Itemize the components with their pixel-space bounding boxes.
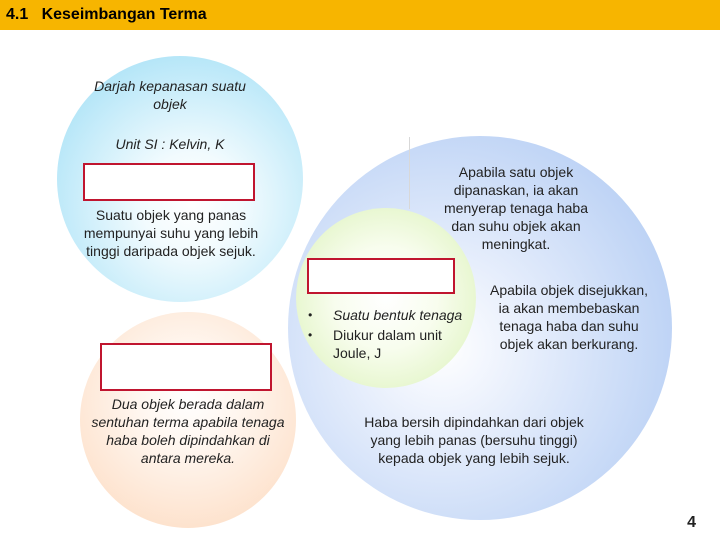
bullet-text: Suatu bentuk tenaga — [333, 307, 463, 323]
temperature-description: Suatu objek yang panas mempunyai suhu yang lebih tinggi daripada objek sejuk. — [83, 207, 259, 259]
bullet-icon: • — [308, 308, 313, 322]
bullet-icon: • — [308, 328, 313, 342]
heat-bullets — [300, 306, 470, 362]
header-bar — [0, 0, 720, 30]
bullet-text: Diukur dalam unit Joule, J — [333, 327, 442, 361]
blank-label-box-temperature — [83, 163, 255, 201]
blank-label-box-heat — [307, 258, 455, 294]
thermal-contact-description: Dua objek berada dalam sentuhan terma apabila tenaga haba boleh dipindahkan di antara mereka. — [91, 396, 285, 466]
net-heat-transfer: Haba bersih dipindahkan dari objek yang lebih panas (bersuhu tinggi) kepada objek yang lebih sejuk. — [364, 414, 584, 466]
divider-line — [409, 137, 410, 209]
page-number: 4 — [687, 514, 696, 531]
cooled-description: Apabila objek disejukkan, ia akan membebaskan tenaga haba dan suhu objek akan berkurang. — [490, 282, 648, 352]
blank-label-box-thermal-contact — [100, 343, 272, 391]
bullet-item — [300, 306, 470, 324]
heated-description: Apabila satu objek dipanaskan, ia akan menyerap tenaga haba dan suhu objek akan meningkat. — [444, 164, 588, 252]
temperature-definition: Darjah kepanasan suatu objek — [94, 78, 246, 112]
page-title: 4.1 Keseimbangan Terma — [6, 6, 207, 23]
temperature-unit: Unit SI : Kelvin, K — [115, 136, 225, 152]
bullet-item — [300, 326, 470, 362]
